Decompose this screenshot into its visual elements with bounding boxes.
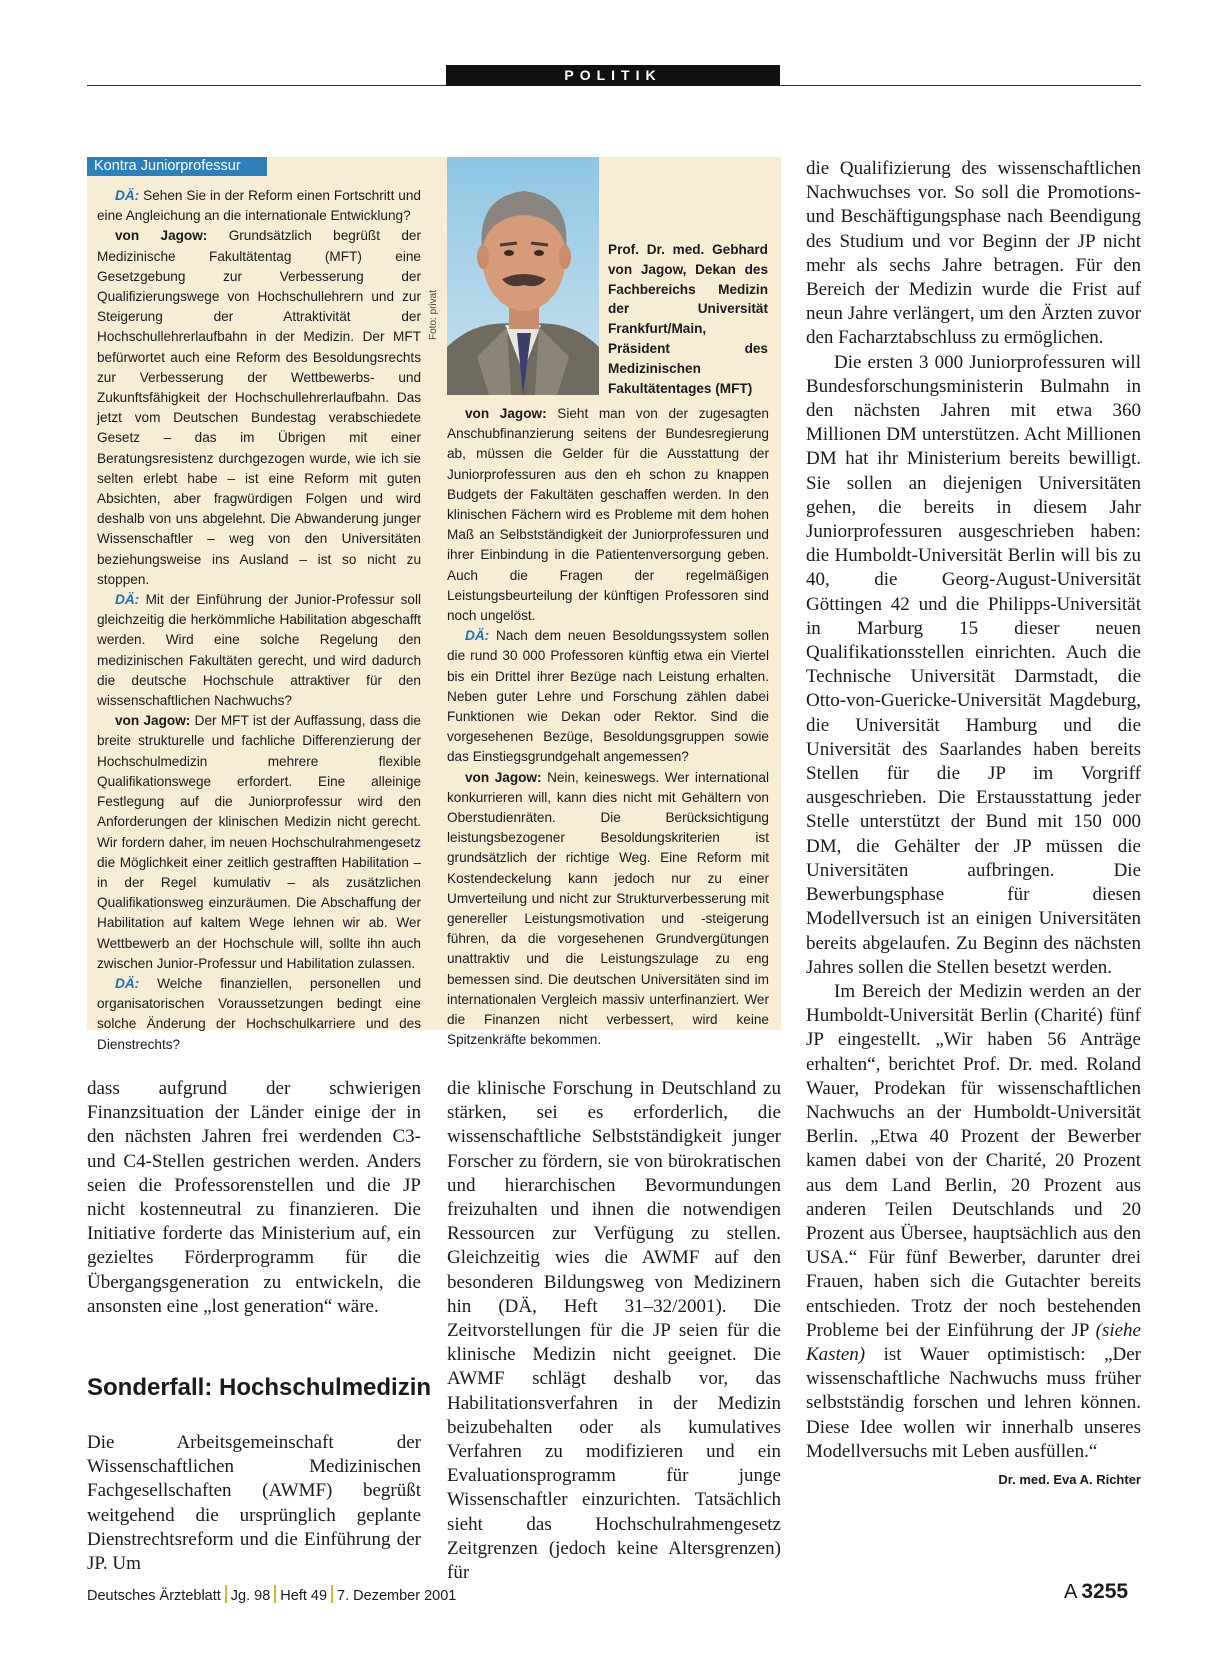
page-number bbox=[1064, 1580, 1128, 1604]
author-signature: Dr. med. Eva A. Richter bbox=[998, 1471, 1141, 1487]
article-paragraph bbox=[806, 980, 1141, 1487]
portrait-photo bbox=[447, 157, 599, 395]
interview-text: Mit der Einführung der Junior-Professur soll gleichzeitig die herkömmliche Habilitation abgeschafft werden. Wird eine solche Regelung den medizinischen Fakultäten gerecht, und wird dadurch die deutsche Hochschule attraktiver für den wissenschaftlichen Nachwuchs? bbox=[97, 592, 422, 709]
interview-answer bbox=[447, 768, 769, 1051]
article-column-1-continued bbox=[87, 1431, 421, 1576]
interview-text: Sehen Sie in der Reform einen Fortschritt und eine Angleichung an die internationale Entwicklung? bbox=[97, 188, 421, 224]
speaker-label: DÄ: bbox=[115, 975, 140, 991]
interview-question bbox=[97, 590, 421, 711]
article-column-1 bbox=[87, 1077, 421, 1319]
speaker-label: von Jagow: bbox=[115, 713, 191, 729]
article-paragraph: die klinische Forschung in Deutschland zu stärken, sei es erforderlich, die wissenschaftliche Selbstständigkeit junger Forscher zu fördern, sie von bürokratischen und hierarchischen Bevormundungen freizuhalten und ihnen die notwendigen Ressourcen zur Verfügung zu stellen. Gleichzeitig wies die AWMF auf den besonderen Bildungsweg von Medizinern hin (DÄ, Heft 31–32/2001). Die Zeitvorstellungen für die JP seien für die klinische Medizin nicht geeignet. Die AWMF schlägt deshalb vor, das Habilitationsverfahren in der Medizin beizubehalten oder als kumulatives Verfahren zu modifizieren und ein Evaluationsprogramm für junge Wissenschaftler einzurichten. Tatsächlich sieht das Hochschulrahmengesetz Zeitgrenzen (jedoch keine Altersgrenzen) für bbox=[447, 1078, 781, 1584]
article-paragraph: dass aufgrund der schwierigen Finanzsituation der Länder einige der in den nächsten Jahren frei werdenden C3- und C4-Stellen gestrichen werden. Anders seien die Professorenstellen und die JP nicht kostenneutral zu finanzieren. Die Initiative forderte das Ministerium auf, ein gezieltes Förderprogramm für die Übergangsgeneration zu entwickeln, die ansonsten eine „lost generation“ wäre. bbox=[87, 1078, 421, 1317]
interview-text: Grundsätzlich begrüßt der Medizinische Fakultätentag (MFT) eine Gesetzgebung zur Verbesserung der Qualifizierungswege von Hochschullehrern und zur Steigerung der Attraktivität der Hochschullehrerlaufbahn in der Medizin. Der MFT befürwortet auch eine Reform des Besoldungsrechts zur Verbesserung der Wettbewerbs- und Zukunftsfähigkeit der Hochschullehrerlaufbahn. Das jetzt vom Deutschen Bundestag verabschiedete Gesetz – das im Übrigen mit einer Beratungsresistenz durchgezogen wurde, wie ich sie selten erlebt habe – ist eine Reform mit guten Absichten, aber fragwürdigen Folgen und wird deshalb von uns abgelehnt. Die Abwanderung junger Wissenschaftler – weg von den Universitäten beziehungsweise ins Ausland – ist so nicht zu stoppen. bbox=[97, 228, 421, 587]
portrait-illustration bbox=[447, 157, 599, 395]
interview-text: Nein, keineswegs. Wer international konkurrieren will, kann dies nicht mit Gehältern von Oberstudienräten. Die Berücksichtigung leistungsbezogener Besoldungskriterien ist grundsätzlich der richtige Weg. Eine Reform mit Kostendeckelung kann jedoch nur zu einer Umverteilung und nicht zur Strukturverbesserung mit genereller Leistungsmotivation und -steigerung führen, da die vorgesehenen Grundvergütungen unattraktiv und die Leistungszulage zu eng bemessen sind. Die deutschen Universitäten sind im internationalen Vergleich massiv unterfinanziert. Wer die Finanzen nicht verbessert, wird keine Spitzenkräfte bekommen. bbox=[447, 769, 769, 1048]
interview-answer bbox=[97, 226, 421, 590]
interview-text: Der MFT ist der Auffassung, dass die breite strukturelle und fachliche Differenzierung der Hochschulmedizin mehrere flexible Qualifikationswege erfordert. Eine alleinige Festlegung auf die Juniorprofessur wird den Anforderungen der klinischen Medizin nicht gerecht. Wir fordern daher, im neuen Hochschulrahmengesetz die Möglichkeit einer zeitlich gestrafften Habilitation – in der Regel kumulativ – als zusätzlichen Qualifikationsweg einzuräumen. Die Abschaffung der Habilitation auf kaltem Wege lehnen wir ab. Wer Wettbewerb an der Hochschule will, sollte ihn auch zwischen Junior-Professur und Habilitation zulassen. bbox=[97, 713, 421, 971]
speaker-label: von Jagow: bbox=[115, 228, 208, 244]
article-paragraph: Die ersten 3 000 Juniorprofessuren will Bundesforschungsministerin Bulmahn in den nächsten Jahren mit etwa 360 Millionen DM unterstützen. Acht Millionen DM hat ihr Ministerium bereits bewilligt. Sie sollen an diejenigen Universitäten gehen, die bereits in diesem Jahr Juniorprofessuren ausgeschrieben haben: die Humboldt-Universität Berlin will bis zu 40, die Georg-August-Universität Göttingen 42 und die Philipps-Universität in Marburg 15 dieser neuen Qualifikationsstellen einrichten. Auch die Technische Universität Darmstadt, die Otto-von-Guericke-Universität Magdeburg, die Universität Hamburg und die Universität des Saarlandes haben bereits Stellen für die JP im Vorgriff ausgeschrieben. Die Erstausstattung jeder Stelle unterstützt der Bund mit 150 000 DM, die Gehälter der JP müssen die Universitäten aufbringen. Die Bewerbungsphase für diesen Modellversuch ist an einigen Universitäten bereits abgelaufen. Zu Beginn des nächsten Jahres sollen die Stellen besetzt werden. bbox=[806, 351, 1141, 978]
footer-separator bbox=[225, 1585, 227, 1603]
interview-question bbox=[97, 186, 421, 226]
speaker-label: DÄ: bbox=[115, 592, 140, 608]
photo-caption: Prof. Dr. med. Gebhard von Jagow, Dekan des Fachbereichs Medizin der Universität Frankfurt/Main, Präsident des Medizinischen Fakultätentages (MFT) bbox=[608, 242, 768, 396]
box-label: Kontra Juniorprofessur bbox=[87, 157, 267, 176]
page-number-value: 3255 bbox=[1081, 1580, 1129, 1603]
photo-credit: Foto: privat bbox=[428, 289, 439, 340]
volume: Jg. 98 bbox=[230, 1588, 271, 1604]
speaker-label: von Jagow: bbox=[465, 406, 547, 421]
issue-date: 7. Dezember 2001 bbox=[337, 1588, 457, 1604]
speaker-label: DÄ: bbox=[115, 188, 140, 203]
interview-text: Welche finanziellen, personellen und organisatorischen Voraussetzungen bedingt eine solche Änderung der Hochschulkarriere und des Dienstrechts? bbox=[97, 975, 421, 1052]
interview-question bbox=[97, 974, 421, 1055]
article-subheading: Sonderfall: Hochschulmedizin bbox=[87, 1374, 432, 1401]
issue: Heft 49 bbox=[280, 1588, 328, 1604]
interview-column-2 bbox=[447, 404, 769, 1051]
interview-text: Nach dem neuen Besoldungssystem sollen die rund 30 000 Professoren künftig etwa ein Viertel bis ein Drittel ihrer Bezüge nach Leistung erhalten. Neben guter Lehre und Forschung zählen dabei Funktionen wie Dekan oder Rektor. Sind die vorgesehenen Bezüge, Besoldungsgruppen sowie das Einstiegsgrundgehalt angemessen? bbox=[447, 628, 770, 765]
article-text: Im Bereich der Medizin werden an der Humboldt-Universität Berlin (Charité) fünf JP eingestellt. „Wir haben 56 Anträge erhalten“, berichtet Prof. Dr. med. Roland Wauer, Prodekan für wissenschaftlichen Nachwuchs an der Humboldt-Universität Berlin. „Etwa 40 Prozent der Bewerber kamen dabei von der Charité, 20 Prozent aus dem Land Berlin, 20 Prozent aus anderen Teilen Deutschlands und 20 Prozent aus Übersee, hauptsächlich aus den USA.“ Für fünf Bewerber, darunter drei Frauen, haben sich die Gutachter bereits entschieden. Trotz der noch bestehenden Probleme bei der Einführung der JP bbox=[806, 980, 1141, 1341]
section-label: POLITIK bbox=[446, 65, 780, 86]
journal-name: Deutsches Ärzteblatt bbox=[87, 1588, 221, 1604]
article-paragraph: Die Arbeitsgemeinschaft der Wissenschaftlichen Medizinischen Fachgesellschaften (AWMF) begrüßt weitgehend die ursprünglich geplante Dienstrechtsreform und die Einführung der JP. Um bbox=[87, 1432, 421, 1575]
footer-separator bbox=[331, 1585, 333, 1603]
interview-answer bbox=[447, 404, 769, 626]
box-reference: (siehe Kasten) bbox=[806, 1319, 1141, 1365]
article-paragraph: die Qualifizierung des wissenschaftlichen Nachwuchses vor. So soll die Promotions- und Beschäftigungsphase nach Beendigung des Studium und vor Beginn der JP nicht mehr als sechs Jahre betragen. Für den Bereich der Medizin wurde die Frist auf neun Jahre verlängert, um den Ärzten zuvor den Facharztabschluss zu ermöglichen. bbox=[806, 158, 1141, 349]
page-prefix: A bbox=[1064, 1581, 1078, 1603]
speaker-label: DÄ: bbox=[465, 628, 490, 644]
article-column-3 bbox=[806, 157, 1141, 1492]
interview-column-1 bbox=[97, 186, 421, 1055]
article-text: ist Wauer optimistisch: „Der wissenschaftliche Nachwuchs muss früher selbstständig forschen und lehren können. Diese Idee wollen wir innerhalb unseres Modellversuchs mit Leben ausfüllen.“ bbox=[806, 1343, 1141, 1462]
interview-answer bbox=[97, 711, 421, 974]
footer bbox=[87, 1585, 456, 1604]
speaker-label: von Jagow: bbox=[465, 769, 542, 785]
footer-separator bbox=[274, 1585, 276, 1603]
article-column-2 bbox=[447, 1077, 781, 1585]
interview-question bbox=[447, 626, 769, 767]
interview-text: Sieht man von der zugesagten Anschubfinanzierung seitens der Bundesregierung ab, müssen die Gelder für die Ausstattung der Juniorprofessuren aus den eh schon zu knappen Budgets der Fakultäten geschaffen werden. In den klinischen Fächern wird es Probleme mit dem hohen Maß an Selbstständigkeit der Juniorprofessuren und ihrer Einbindung in die Patientenversorgung geben. Auch die Fragen der regelmäßigen Leistungsbeurteilung der künftigen Professoren sind noch ungelöst. bbox=[447, 406, 769, 624]
